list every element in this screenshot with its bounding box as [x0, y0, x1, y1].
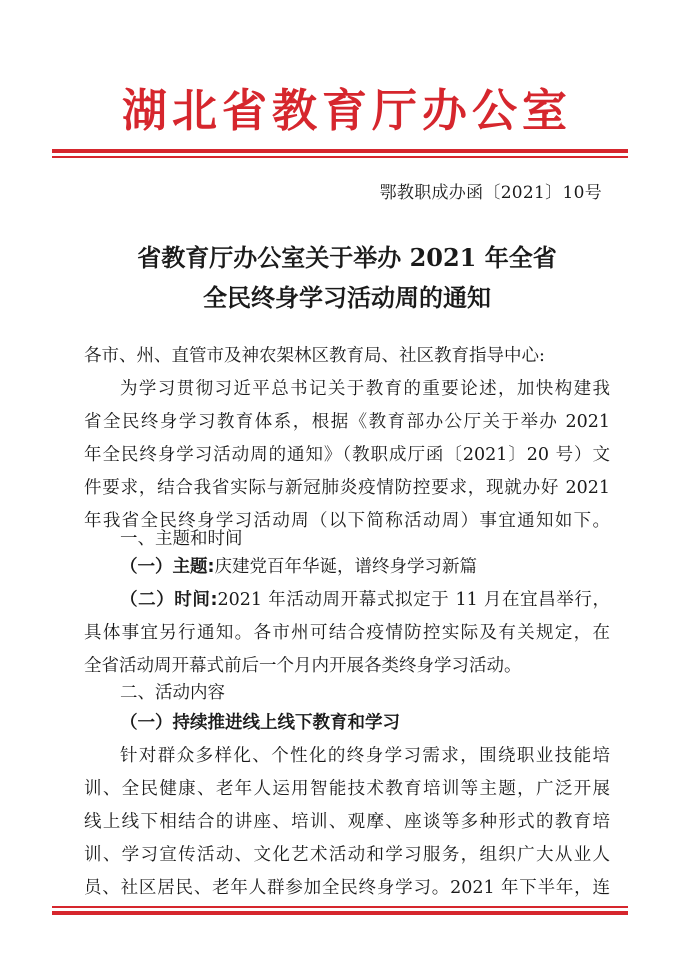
section-2-subheading: （一）持续推进线上线下教育和学习 — [120, 713, 400, 733]
intro-line: 年全民终身学习活动周的通知》（教职成厅函〔2021〕20 号）文 — [84, 445, 610, 465]
activity-line: 训、全民健康、老年人运用智能技术教育培训等主题，广泛开展 — [84, 779, 610, 799]
document-title-line-1: 省教育厅办公室关于举办 2021 年全省 — [137, 243, 557, 272]
time-text: 2021 年活动周开幕式拟定于 11 月在宜昌举行， — [217, 590, 611, 610]
time-label: （二）时间: — [120, 590, 218, 610]
intro-line: 为学习贯彻习近平总书记关于教育的重要论述，加快构建我 — [120, 379, 610, 399]
theme-label: （一）主题: — [120, 557, 215, 577]
intro-line: 省全民终身学习教育体系，根据《教育部办公厅关于举办 2021 — [84, 412, 610, 432]
theme-paragraph — [120, 550, 610, 584]
header-rule-thin — [52, 156, 628, 158]
document-title-line-2: 全民终身学习活动周的通知 — [203, 283, 491, 312]
intro-line: 年我省全民终身学习活动周（以下简称活动周）事宜通知如下。 — [84, 511, 610, 531]
office-masthead: 湖北省教育厅办公室 — [121, 84, 572, 137]
activity-line: 训、学习宣传活动、文化艺术活动和学习服务，组织广大从业人 — [84, 845, 610, 865]
footer-rule-thin — [52, 906, 628, 908]
time-line: 全省活动周开幕式前后一个月内开展各类终身学习活动。 — [84, 656, 522, 676]
footer-rule-thick — [52, 911, 628, 915]
time-paragraph — [120, 583, 610, 617]
activity-line: 针对群众多样化、个性化的终身学习需求，围绕职业技能培 — [120, 746, 610, 766]
time-line: 具体事宜另行通知。各市州可结合疫情防控实际及有关规定，在 — [84, 623, 610, 643]
theme-text: 庆建党百年华诞，谱终身学习新篇 — [214, 557, 477, 577]
intro-line: 件要求，结合我省实际与新冠肺炎疫情防控要求，现就办好 2021 — [84, 478, 610, 498]
addressee: 各市、州、直管市及神农架林区教育局、社区教育指导中心: — [84, 346, 545, 366]
activity-line: 员、社区居民、老年人群参加全民终身学习。2021 年下半年，连 — [84, 878, 610, 898]
section-1-heading: 一、主题和时间 — [120, 529, 243, 549]
activity-line: 线上线下相结合的讲座、培训、观摩、座谈等多种形式的教育培 — [84, 812, 610, 832]
section-2-heading: 二、活动内容 — [120, 683, 225, 703]
document-number: 鄂教职成办函〔2021〕10号 — [379, 183, 602, 203]
header-rule-thick — [52, 149, 628, 153]
